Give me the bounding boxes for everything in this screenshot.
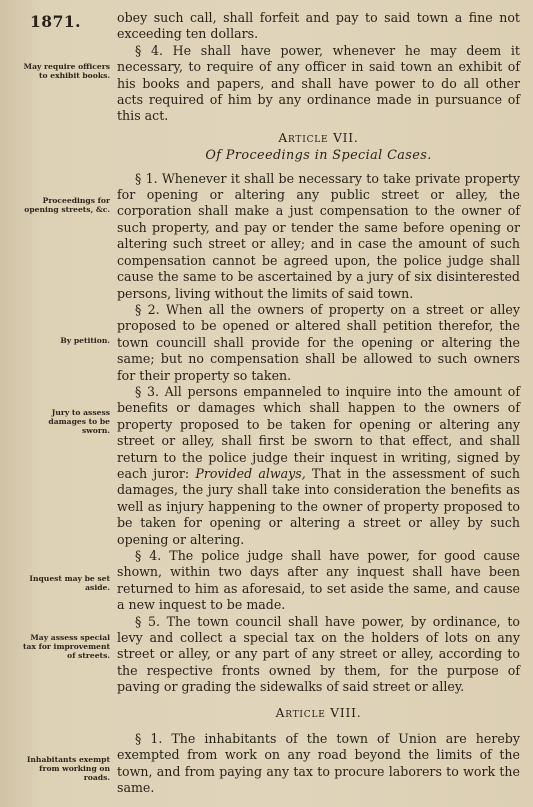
article-heading-viii: Article VIII. <box>275 705 362 720</box>
section-3-text-b: That in the assessment of such damages, the jury shall take into consideration the benefits as well as injury happening to the owner of property proposed to be taken for opening or altering a street or alley by such opening or altering. <box>117 465 520 547</box>
margin-note-exhibit-books: May require officers to exhibit books. <box>23 62 110 80</box>
article-subheading: Of Proceedings in Special Cases. <box>205 148 432 164</box>
paragraph-section-4b: § 4. The police judge shall have power, for good cause shown, within two days after any inquest shall have been returned to him as aforesaid, to set aside the same, and cause a new inquest to be made. <box>117 548 520 613</box>
paragraph-section-5: § 5. The town council shall have power, by ordinance, to levy and collect a special tax on the holders of lots on any street or alley, or any part of any street or alley, according to the respective fronts owned by them, for the purpose of paving or grading the sidewalks of said street or alley. <box>117 613 520 695</box>
margin-note-special-tax: May assess special tax for improvement of streets. <box>22 633 110 660</box>
paragraph-section-3 <box>117 384 520 548</box>
spacer <box>117 723 520 731</box>
margin-note-opening-streets: Proceedings for opening streets, &c. <box>24 196 110 214</box>
page-year: 1871. <box>30 12 82 31</box>
paragraph-section-2: § 2. When all the owners of property on a street or alley proposed to be opened or altered shall petition therefor, the town councill shall provide for the opening or altering the same; but no compensation shall be allowed to such owners for their property so taken. <box>117 301 520 383</box>
paragraph: obey such call, shall forfeit and pay to said town a fine not exceeding ten dollars. <box>117 10 520 42</box>
margin-note-inhabitants-exempt: Inhabitants exempt from working on roads. <box>26 755 110 782</box>
margin-note-inquest-aside: Inquest may be set aside. <box>29 574 110 592</box>
article-heading-vii: Article VII. <box>278 130 359 145</box>
paragraph-section-4: § 4. He shall have power, whenever he may deem it necessary, to require of any officer in said town an exhibit of his books and papers, and shall have power to do all other acts required of him by any ordinance made in pursuance of this act. <box>117 42 520 124</box>
paragraph-article-8-section-1: § 1. The inhabitants of the town of Union are hereby exempted from work on any road beyond the limits of the town, and from paying any tax to procure laborers to work the same. <box>117 731 520 796</box>
margin-note-by-petition: By petition. <box>60 336 110 345</box>
section-3-italic: Provided always, <box>195 465 306 481</box>
paragraph-section-1: § 1. Whenever it shall be necessary to take private property for opening or altering any public street or alley, the corporation shall make a just compensation to the owner of such property, and pay or tender the same before opening or altering such street or alley; and in case the amount of such compensation cannot be agreed upon, the police judge shall cause the same to be ascertained by a jury of six disinterested persons, living without the limits of said town. <box>117 170 520 301</box>
document-body <box>117 10 520 797</box>
margin-note-jury-sworn: Jury to assess damages to be sworn. <box>48 408 110 435</box>
section-3-text-a: § 3. All persons empanneled to inquire into the amount of benefits or damages which shall happen to the owners of property proposed to be taken for opening or altering any street or alley, shall first be sworn to that effect, and shall return to the police judge their inquest in writing, signed by each juror: <box>117 383 520 481</box>
